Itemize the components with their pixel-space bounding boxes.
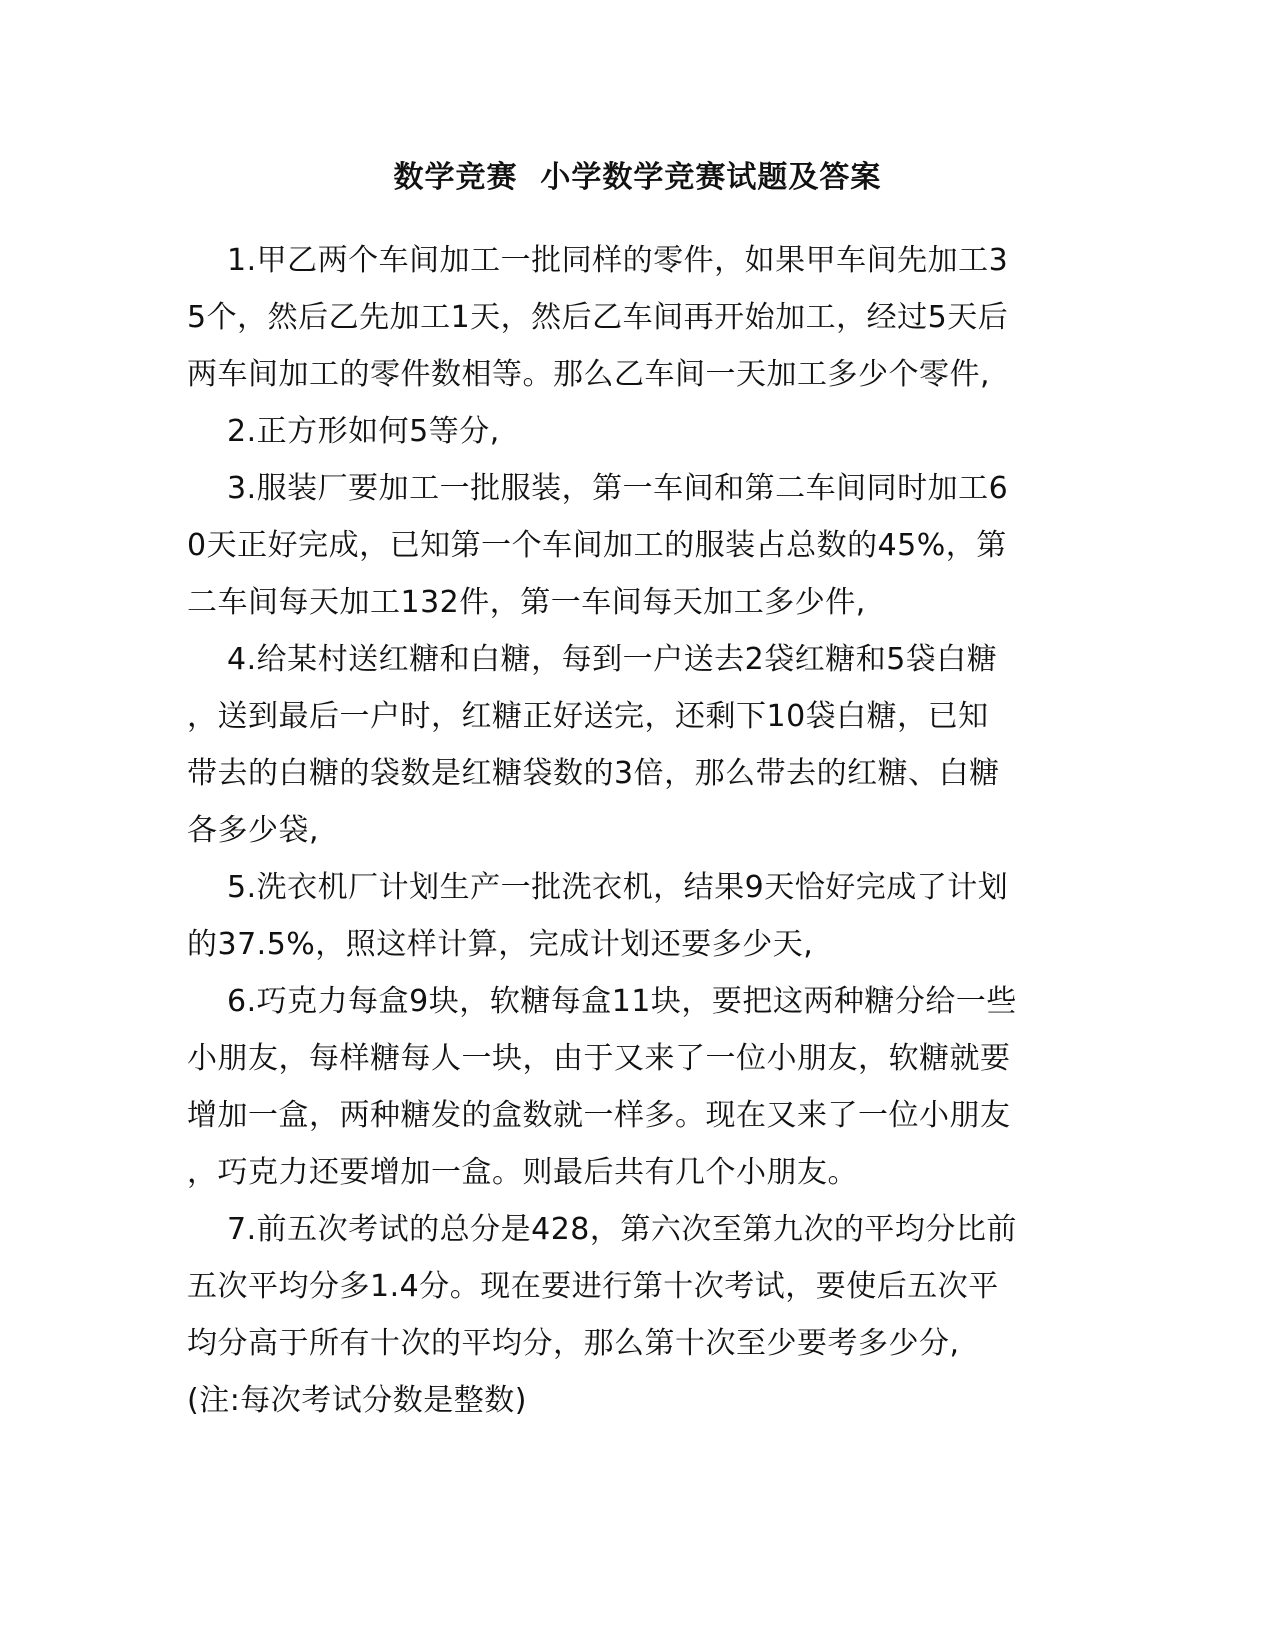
question-5-line-2: 的37.5%，照这样计算，完成计划还要多少天,: [187, 927, 814, 962]
question-7-line-2: 五次平均分多1.4分。现在要进行第十次考试，要使后五次平: [187, 1269, 999, 1304]
question-6-line-3: 增加一盒，两种糖发的盒数就一样多。现在又来了一位小朋友: [187, 1098, 1011, 1133]
question-1-line-1: 1.甲乙两个车间加工一批同样的零件，如果甲车间先加工3: [227, 243, 1009, 278]
question-4-line-3: 带去的白糖的袋数是红糖袋数的3倍，那么带去的红糖、白糖: [187, 756, 1000, 791]
question-5-line-1: 5.洗衣机厂计划生产一批洗衣机，结果9天恰好完成了计划: [227, 870, 1009, 905]
question-1-line-3: 两车间加工的零件数相等。那么乙车间一天加工多少个零件,: [187, 357, 991, 392]
question-4-line-2: ，送到最后一户时，红糖正好送完，还剩下10袋白糖，已知: [187, 699, 989, 734]
question-6-line-1: 6.巧克力每盒9块，软糖每盒11块，要把这两种糖分给一些: [227, 984, 1017, 1019]
question-7-line-3: 均分高于所有十次的平均分，那么第十次至少要考多少分,: [187, 1326, 960, 1361]
question-3-line-3: 二车间每天加工132件，第一车间每天加工多少件,: [187, 585, 866, 620]
question-3-line-2: 0天正好完成，已知第一个车间加工的服装占总数的45%，第: [187, 528, 1007, 563]
question-4-line-1: 4.给某村送红糖和白糖，每到一户送去2袋红糖和5袋白糖: [227, 642, 998, 677]
question-3-line-1: 3.服装厂要加工一批服装，第一车间和第二车间同时加工6: [227, 471, 1009, 506]
question-1-line-2: 5个，然后乙先加工1天，然后乙车间再开始加工，经过5天后: [187, 300, 1009, 335]
question-7-line-1: 7.前五次考试的总分是428，第六次至第九次的平均分比前: [227, 1212, 1017, 1247]
question-4-line-4: 各多少袋,: [187, 813, 320, 848]
document-title: 数学竞赛 小学数学竞赛试题及答案: [393, 160, 882, 195]
question-2-line-1: 2.正方形如何5等分,: [227, 414, 500, 449]
question-7-note: (注:每次考试分数是整数): [187, 1383, 528, 1418]
question-6-line-2: 小朋友，每样糖每人一块，由于又来了一位小朋友，软糖就要: [187, 1041, 1011, 1076]
question-list: [187, 232, 1087, 1429]
question-6-line-4: ，巧克力还要增加一盒。则最后共有几个小朋友。: [187, 1155, 858, 1190]
